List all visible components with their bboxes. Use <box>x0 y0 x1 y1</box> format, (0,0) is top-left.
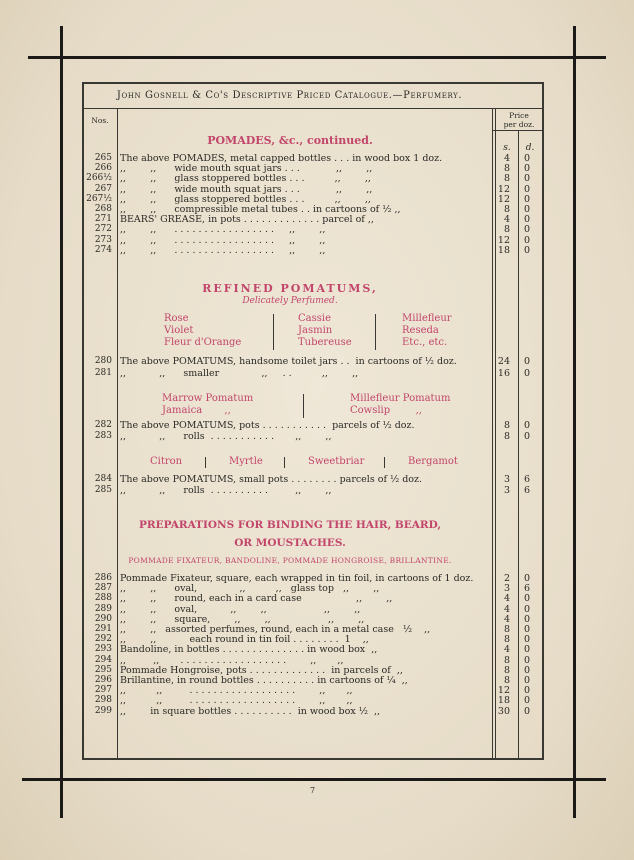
item-number: 299 <box>94 705 112 716</box>
table-row <box>86 420 546 431</box>
pomatum-divider <box>303 394 304 418</box>
item-number: 273 <box>94 234 112 245</box>
item-description: Pommade Hongroise, pots . . . . . . . . . . . . . in parcels of ,, <box>120 664 403 676</box>
item-description: ,, ,, . . . . . . . . . . . . . . . . . ,, ,, <box>120 234 326 246</box>
price-pence: 0 <box>523 356 531 367</box>
item-description: ,, ,, oval, ,, ,, glass top ,, ,, <box>120 583 380 595</box>
item-number: 288 <box>94 593 112 604</box>
item-description: ,, in square bottles . . . . . . . . . . in wood box ½ ,, <box>120 705 381 717</box>
item-number: 285 <box>94 485 112 495</box>
table-row <box>86 431 546 442</box>
item-description: The above POMATUMS, small pots . . . . . . . . parcels of ½ doz. <box>120 474 423 485</box>
table-left-border <box>82 82 84 760</box>
item-number: 265 <box>94 153 112 163</box>
price-shillings: 8 <box>503 675 510 686</box>
scent-sweetbriar: Sweetbriar <box>308 456 365 467</box>
item-number: 271 <box>94 214 112 225</box>
price-pence: 0 <box>523 644 531 656</box>
price-pence: 0 <box>523 624 531 635</box>
price-shillings: 4 <box>503 593 510 605</box>
item-description: ,, ,, . . . . . . . . . . . . . . . . . . ,, ,, <box>120 685 353 697</box>
pomatum-marrow: Marrow Pomatum <box>162 393 254 404</box>
preparations-subtitle: POMMADE FIXATEUR, BANDOLINE, POMMADE HONGROISE, BRILLANTINE. <box>128 556 452 565</box>
price-pence: 0 <box>523 573 531 584</box>
item-number: 272 <box>94 224 112 235</box>
frame-bottom-rule <box>22 778 606 781</box>
preparations-title-line-1: PREPARATIONS FOR BINDING THE HAIR, BEARD, <box>138 519 442 531</box>
item-number: 280 <box>94 356 112 366</box>
price-pence: 0 <box>523 193 531 205</box>
preparations-title-line-2: OR MOUSTACHES. <box>234 537 346 549</box>
item-number: 267½ <box>86 193 112 204</box>
scent-fleur-dorange: Fleur d'Orange <box>164 337 242 348</box>
price-pence: 0 <box>523 705 531 717</box>
table-top-border <box>82 82 544 84</box>
item-description: ,, ,, . . . . . . . . . . . . . . . . . ,, ,, <box>120 244 326 256</box>
item-number: 296 <box>94 675 112 685</box>
item-number: 289 <box>94 603 112 614</box>
item-description: The above POMATUMS, pots . . . . . . . . . . . parcels of ½ doz. <box>120 420 415 431</box>
per-doz-heading: per doz. <box>503 120 535 129</box>
price-shillings: 18 <box>497 695 510 707</box>
price-shillings: 4 <box>503 603 510 615</box>
scent-citron: Citron <box>150 456 183 467</box>
item-description: ,, ,, round, each in a card case ,, ,, <box>120 593 393 605</box>
frame-right-rule <box>573 26 576 818</box>
price-shillings: 16 <box>497 367 510 379</box>
price-shillings: 8 <box>503 204 510 215</box>
item-number: 266½ <box>86 173 112 184</box>
pomades-section-title: POMADES, &c., continued. <box>207 134 373 147</box>
item-description: ,, ,, smaller ,, . . ,, ,, <box>120 367 359 379</box>
item-description: ,, ,, glass stoppered bottles . . . ,, ,, <box>120 193 371 205</box>
item-description: ,, ,, glass stoppered bottles . . . ,, ,, <box>120 173 371 185</box>
item-number: 291 <box>94 624 112 634</box>
scent-divider-1 <box>273 314 274 350</box>
frame-top-rule <box>28 56 606 59</box>
price-pence: 0 <box>523 163 531 175</box>
nos-heading: Nos. <box>91 116 109 125</box>
item-description: ,, ,, rolls . . . . . . . . . . ,, ,, <box>120 485 332 496</box>
scent-cassie: Cassie <box>298 313 331 324</box>
item-number: 267 <box>94 183 112 194</box>
table-header-rule <box>82 108 544 109</box>
shillings-heading: s. <box>503 143 511 153</box>
price-shillings: 12 <box>497 685 510 697</box>
price-shillings: 3 <box>503 474 510 485</box>
price-shillings: 12 <box>497 193 510 205</box>
item-description: ,, ,, wide mouth squat jars . . . ,, ,, <box>120 183 373 195</box>
price-pence: 0 <box>523 244 531 256</box>
item-description: ,, ,, square, ,, ,, ,, ,, <box>120 613 365 625</box>
price-pence: 0 <box>523 224 531 236</box>
table-row <box>86 485 546 496</box>
item-number: 266 <box>94 163 112 174</box>
item-number: 292 <box>94 634 112 645</box>
price-pence: 0 <box>523 420 531 431</box>
price-shillings: 8 <box>503 163 510 175</box>
price-pence: 0 <box>523 685 531 697</box>
item-description: ,, ,, rolls . . . . . . . . . . . ,, ,, <box>120 431 332 442</box>
scent-violet: Violet <box>164 325 194 336</box>
item-number: 295 <box>94 664 112 675</box>
item-description: ,, ,, . . . . . . . . . . . . . . . . . ,, ,, <box>120 224 326 236</box>
table-row <box>86 245 546 256</box>
item-number: 293 <box>94 644 112 655</box>
scent3-divider-1 <box>205 457 206 468</box>
price-pence: 6 <box>523 474 531 485</box>
page-header-title: John Gosnell & Co's Descriptive Priced Catalogue.—Perfumery. <box>116 90 463 101</box>
item-description: Brillantine, in round bottles . . . . . . . . . . in cartoons of ¼ ,, <box>120 675 408 686</box>
item-number: 287 <box>94 583 112 594</box>
table-row <box>86 474 546 485</box>
table-row <box>86 368 546 379</box>
item-description: Bandoline, in bottles . . . . . . . . . . . . . . in wood box ,, <box>120 644 378 656</box>
price-shillings: 12 <box>497 234 510 246</box>
pence-heading: d. <box>525 143 535 153</box>
item-description: The above POMATUMS, handsome toilet jars . . in cartoons of ½ doz. <box>120 356 457 367</box>
refined-pomatums-subtitle: Delicately Perfumed. <box>242 296 338 306</box>
item-number: 283 <box>94 431 112 441</box>
item-number: 281 <box>94 367 112 378</box>
price-shillings: 4 <box>503 153 510 164</box>
price-pence: 0 <box>523 593 531 605</box>
price-shillings: 4 <box>503 214 510 226</box>
price-pence: 0 <box>523 664 531 676</box>
item-description: ,, ,, assorted perfumes, round, each in a metal case ½ ,, <box>120 624 431 635</box>
price-shillings: 24 <box>497 356 510 367</box>
item-number: 274 <box>94 244 112 255</box>
scent-tubereuse: Tubereuse <box>298 337 352 348</box>
price-pence: 0 <box>523 214 531 226</box>
price-pence: 0 <box>523 173 531 185</box>
scent-rose: Rose <box>164 313 189 324</box>
price-pence: 0 <box>523 675 531 686</box>
scent-jasmin: Jasmin <box>298 325 333 336</box>
scent-bergamot: Bergamot <box>408 456 458 467</box>
price-pence: 0 <box>523 695 531 707</box>
price-pence: 0 <box>523 204 531 215</box>
item-description: ,, ,, . . . . . . . . . . . . . . . . . . ,, ,, <box>120 695 353 707</box>
price-pence: 0 <box>523 234 531 246</box>
item-number: 284 <box>94 474 112 484</box>
item-description: Pommade Fixateur, square, each wrapped in tin foil, in cartoons of 1 doz. <box>120 573 474 584</box>
price-pence: 6 <box>523 583 531 595</box>
scent-reseda: Reseda <box>402 325 439 336</box>
table-row <box>86 356 546 367</box>
table-bottom-border <box>82 758 544 760</box>
price-shillings: 8 <box>503 224 510 236</box>
item-description: ,, ,, wide mouth squat jars . . . ,, ,, <box>120 163 373 175</box>
scent-divider-2 <box>375 314 376 350</box>
price-shillings: 8 <box>503 420 510 431</box>
price-shillings: 3 <box>503 583 510 595</box>
refined-pomatums-title: REFINED POMATUMS, <box>202 282 378 295</box>
scent-myrtle: Myrtle <box>229 456 263 467</box>
scent-millefleur: Millefleur <box>402 313 452 324</box>
item-number: 297 <box>94 685 112 696</box>
price-shillings: 8 <box>503 624 510 635</box>
price-pence: 0 <box>523 603 531 615</box>
item-number: 282 <box>94 420 112 430</box>
scent3-divider-2 <box>284 457 285 468</box>
table-row <box>86 706 546 717</box>
price-pence: 0 <box>523 367 531 379</box>
price-shillings: 4 <box>503 644 510 656</box>
price-shillings: 8 <box>503 664 510 676</box>
price-pence: 0 <box>523 183 531 195</box>
price-shillings: 8 <box>503 431 510 442</box>
pomatum-millefleur: Millefleur Pomatum <box>350 393 451 404</box>
price-shillings: 4 <box>503 613 510 625</box>
price-pence: 0 <box>523 153 531 164</box>
price-shillings: 3 <box>503 485 510 496</box>
scent-etc: Etc., etc. <box>402 337 448 348</box>
pomatum-jamaica: Jamaica ,, <box>162 405 231 416</box>
item-description: ,, ,, compressible metal tubes . . in cartoons of ½ ,, <box>120 204 401 215</box>
price-shillings: 18 <box>497 244 510 256</box>
pomatum-cowslip: Cowslip ,, <box>350 405 422 416</box>
price-shillings: 30 <box>497 705 510 717</box>
price-pence: 0 <box>523 613 531 625</box>
price-shillings: 8 <box>503 173 510 185</box>
item-number: 298 <box>94 695 112 706</box>
price-pence: 0 <box>523 634 531 646</box>
price-pence: 0 <box>523 431 531 442</box>
item-description: ,, ,, each round in tin foil . . . . . . . . 1 ,, <box>120 634 369 646</box>
item-number: 286 <box>94 573 112 583</box>
item-number: 294 <box>94 654 112 665</box>
price-pence: 0 <box>523 654 531 666</box>
frame-left-rule <box>60 26 63 818</box>
price-shillings: 8 <box>503 654 510 666</box>
page-number: 7 <box>310 786 316 795</box>
scent3-divider-3 <box>384 457 385 468</box>
item-description: ,, ,, . . . . . . . . . . . . . . . . . . ,, ,, <box>120 654 344 666</box>
price-shillings: 8 <box>503 634 510 646</box>
item-number: 268 <box>94 204 112 214</box>
item-description: The above POMADES, metal capped bottles . . . in wood box 1 doz. <box>120 153 443 164</box>
item-description: BEARS' GREASE, in pots . . . . . . . . . . . . . parcel of ,, <box>120 214 374 226</box>
price-pence: 6 <box>523 485 531 496</box>
price-shillings: 12 <box>497 183 510 195</box>
price-heading: Price <box>509 111 529 120</box>
price-shillings: 2 <box>503 573 510 584</box>
item-number: 290 <box>94 613 112 624</box>
item-description: ,, ,, oval, ,, ,, ,, ,, <box>120 603 361 615</box>
